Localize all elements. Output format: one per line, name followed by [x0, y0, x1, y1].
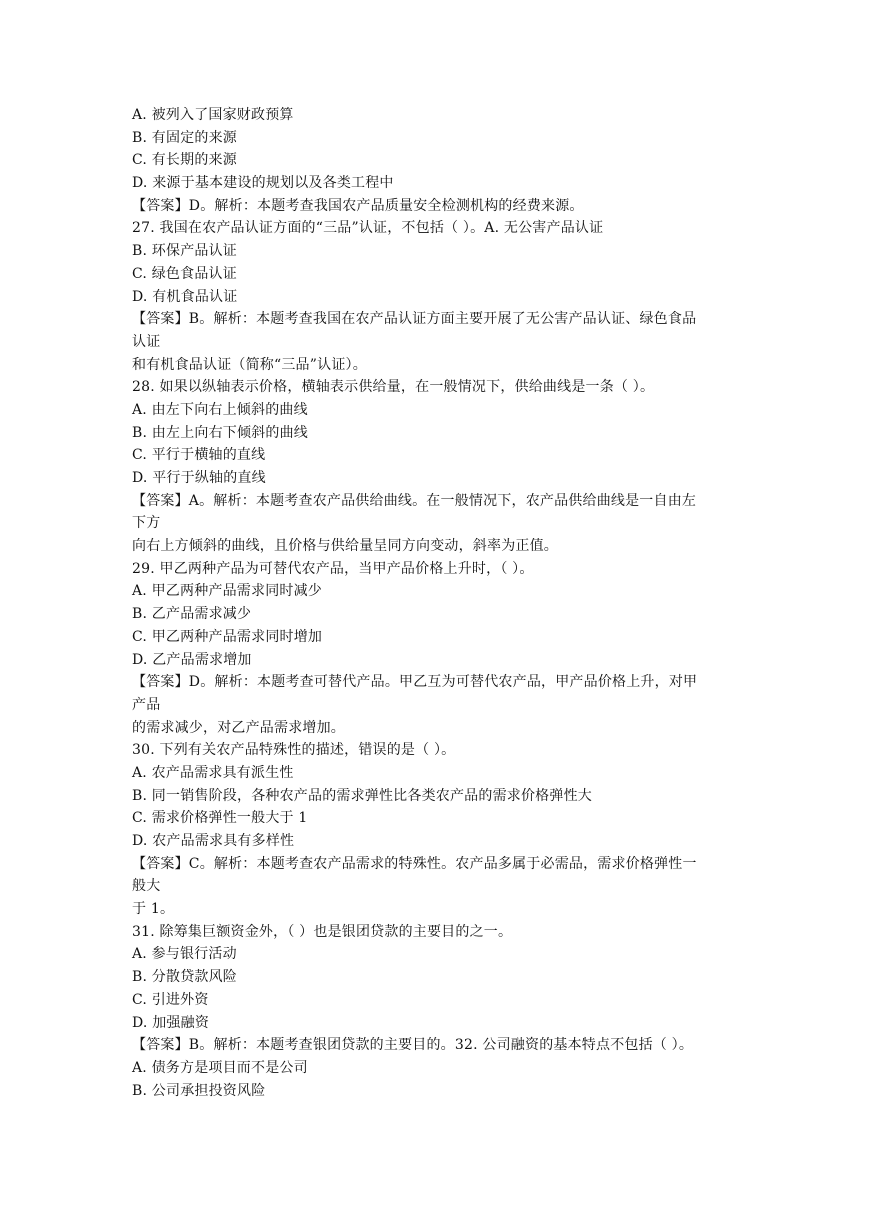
- text-line: 27. 我国在农产品认证方面的“三品”认证，不包括（ ）。A. 无公害产品认证: [132, 220, 604, 237]
- text-line: C. 甲乙两种产品需求同时增加: [132, 628, 323, 645]
- text-line: A. 债务方是项目而不是公司: [132, 1059, 308, 1076]
- text-line: 于 1。: [132, 901, 175, 918]
- text-line: 30. 下列有关农产品特殊性的描述，错误的是（ ）。: [132, 742, 456, 759]
- text-line: B. 由左上向右下倾斜的曲线: [132, 424, 308, 441]
- text-line: D. 乙产品需求增加: [132, 651, 252, 668]
- text-line: 的需求减少，对乙产品需求增加。: [132, 719, 345, 736]
- text-line: 31. 除筹集巨额资金外，（ ）也是银团贷款的主要目的之一。: [132, 923, 513, 940]
- text-line: 下方: [132, 515, 161, 532]
- text-line: B. 有固定的来源: [132, 129, 237, 146]
- text-line: 般大: [132, 878, 161, 895]
- text-line: 【答案】A。解析：本题考查农产品供给曲线。在一般情况下，农产品供给曲线是一自由左: [132, 492, 697, 509]
- text-line: 认证: [132, 333, 161, 350]
- text-line: 28. 如果以纵轴表示价格，横轴表示供给量，在一般情况下，供给曲线是一条（ ）。: [132, 379, 655, 396]
- text-line: 和有机食品认证（简称“三品”认证）。: [132, 356, 367, 373]
- text-line: 产品: [132, 696, 161, 713]
- text-line: A. 被列入了国家财政预算: [132, 107, 294, 123]
- text-line: D. 平行于纵轴的直线: [132, 470, 266, 486]
- text-line: A. 农产品需求具有派生性: [132, 764, 294, 781]
- text-line: C. 有长期的来源: [132, 152, 237, 169]
- text-line: C. 需求价格弹性一般大于 1: [132, 810, 308, 827]
- text-line: B. 乙产品需求减少: [132, 606, 252, 623]
- text-line: D. 来源于基本建设的规划以及各类工程中: [132, 175, 394, 192]
- text-line: D. 农产品需求具有多样性: [132, 833, 295, 849]
- text-line: B. 同一销售阶段，各种农产品的需求弹性比各类农产品的需求价格弹性大: [132, 787, 592, 804]
- text-line: 29. 甲乙两种产品为可替代农产品，当甲产品价格上升时，（ ）。: [132, 560, 534, 577]
- text-line: B. 分散贷款风险: [132, 969, 237, 986]
- text-line: B. 环保产品认证: [132, 243, 237, 260]
- document-body: [132, 104, 752, 1102]
- text-line: C. 平行于横轴的直线: [132, 447, 266, 464]
- text-line: 【答案】C。解析：本题考查农产品需求的特殊性。农产品多属于必需品，需求价格弹性一: [132, 855, 697, 872]
- text-line: B. 公司承担投资风险: [132, 1082, 266, 1099]
- text-line: C. 绿色食品认证: [132, 265, 237, 282]
- text-line: 【答案】B。解析：本题考查银团贷款的主要目的。32. 公司融资的基本特点不包括（ ）。: [132, 1037, 694, 1054]
- text-line: A. 甲乙两种产品需求同时减少: [132, 583, 323, 600]
- text-line: 【答案】B。解析：本题考查我国在农产品认证方面主要开展了无公害产品认证、绿色食品: [132, 311, 697, 328]
- text-line: 向右上方倾斜的曲线，且价格与供给量呈同方向变动，斜率为正值。: [132, 538, 558, 555]
- text-line: A. 参与银行活动: [132, 946, 237, 963]
- text-line: 【答案】D。解析：本题考查可替代产品。甲乙互为可替代农产品，甲产品价格上升，对甲: [132, 674, 698, 691]
- text-line: C. 引进外资: [132, 991, 209, 1008]
- text-line: A. 由左下向右上倾斜的曲线: [132, 401, 308, 418]
- text-line: D. 有机食品认证: [132, 288, 238, 305]
- text-line: D. 加强融资: [132, 1014, 210, 1031]
- text-line: 【答案】D。解析：本题考查我国农产品质量安全检测机构的经费来源。: [132, 197, 584, 214]
